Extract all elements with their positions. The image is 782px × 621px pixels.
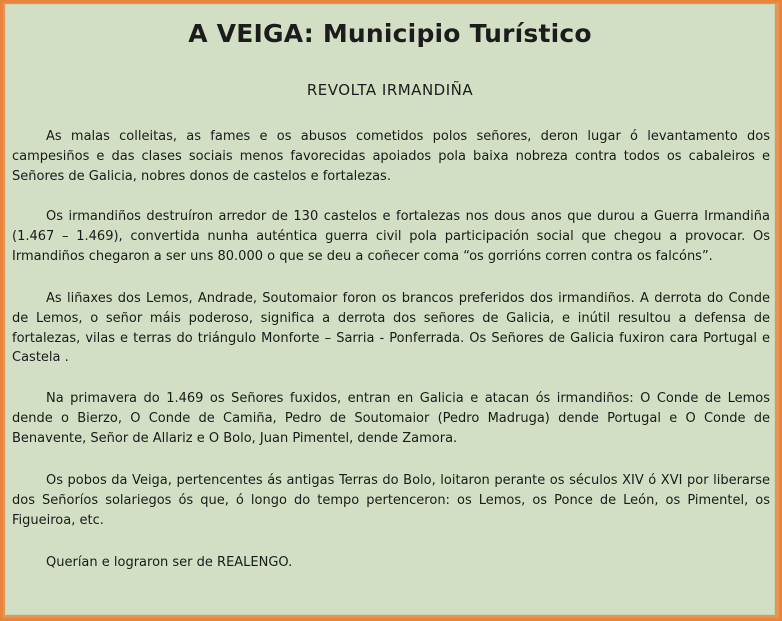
paragraph-lineages: As liñaxes dos Lemos, Andrade, Soutomaior foron os brancos preferidos dos irmandiños. A derrota do Conde de Lemos, o señor máis poderoso, significa a derrota dos señores de Galicia, e inútil resultou a defensa de fortalezas, vilas e terras do triángulo Monforte – Sarria - Ponferrada. Os Señores de Galicia fuxiron cara Portugal e Castela .: [12, 291, 770, 366]
paragraph-realengo: Querían e lograron ser de REALENGO.: [46, 555, 293, 570]
paragraph-destruction: Os irmandiños destruíron arredor de 130 castelos e fortalezas nos dous anos que durou a Guerra Irmandiña (1.467 – 1.469), convertida nunha auténtica guerra civil pola participación social que chegou a provocar. Os Irmandiños chegaron a ser uns 80.000 o que se deu a coñecer coma “os gorrións corren contra os falcóns”.: [12, 209, 770, 264]
page-title: A VEIGA: Municipio Turístico: [188, 19, 592, 48]
paragraph-causes: As malas colleitas, as fames e os abusos cometidos polos señores, deron lugar ó levantamento dos campesiños e das clases sociais menos favorecidas apoiados pola baixa nobreza contra todos os cabaleiros e Señores de Galicia, nobres donos de castelos e fortalezas.: [12, 129, 770, 184]
section-heading: REVOLTA IRMANDIÑA: [306, 81, 474, 99]
paragraph-counterattack: Na primavera do 1.469 os Señores fuxidos, entran en Galicia e atacan ós irmandiños: O Conde de Lemos dende o Bierzo, O Conde de Camiña, Pedro de Soutomaior (Pedro Madruga) dende Portugal e O Conde de Benavente, Señor de Allariz e O Bolo, Juan Pimentel, dende Zamora.: [12, 391, 770, 446]
content-panel: [5, 4, 775, 615]
paragraph-veiga-towns: Os pobos da Veiga, pertencentes ás antigas Terras do Bolo, loitaron perante os séculos XIV ó XVI por liberarse dos Señoríos solariegos ós que, ó longo do tempo pertenceron: os Lemos, os Ponce de León, os Pimentel, os Figueiroa, etc.: [12, 473, 770, 528]
